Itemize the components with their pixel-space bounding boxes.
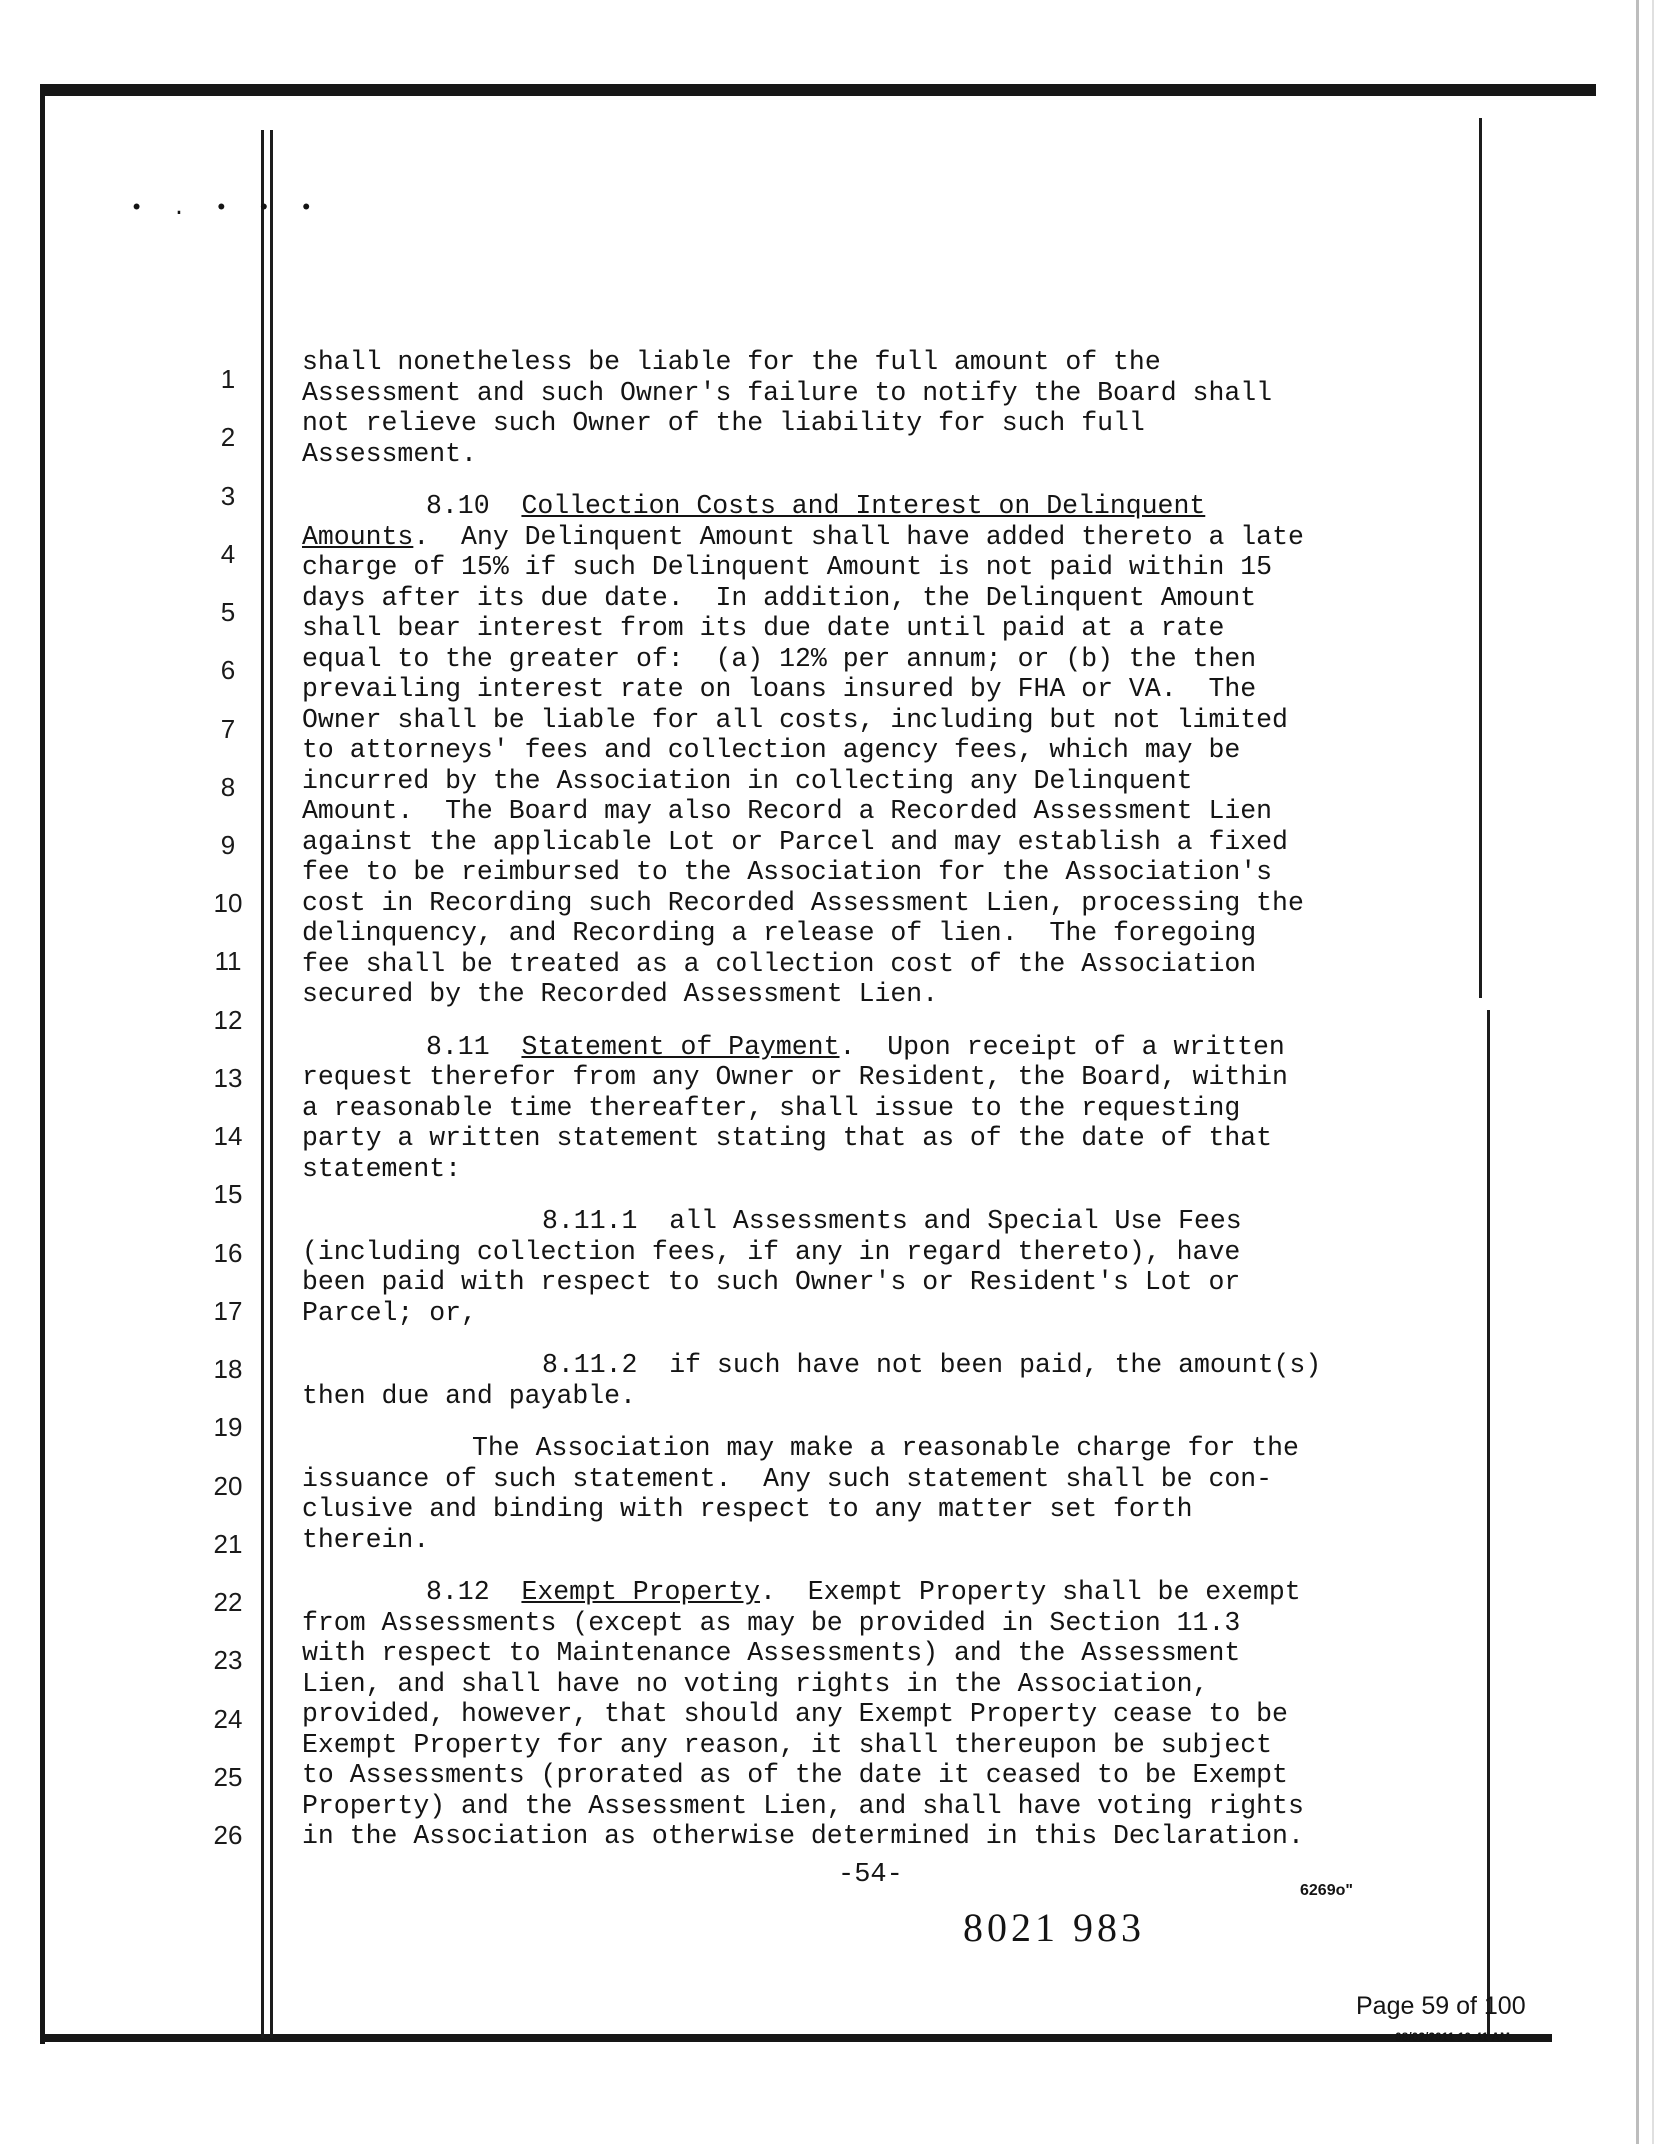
page-stamp: Page 59 of 100 [1356, 1992, 1526, 2020]
text-line: Amount. The Board may also Record a Recorded Assessment Lien [302, 796, 1273, 826]
line-number: 1 [220, 364, 236, 394]
text-line: to Assessments (prorated as of the date it ceased to be Exempt [302, 1760, 1288, 1790]
section-heading: Collection Costs and Interest on Delinquent [521, 491, 1206, 521]
text-line: Exempt Property for any reason, it shall thereupon be subject [302, 1729, 1273, 1760]
section-8-11 [302, 1032, 1442, 1185]
line-number: 26 [213, 1820, 243, 1850]
line-number: 8 [220, 772, 236, 802]
text-line: days after its due date. In addition, the Delinquent Amount [302, 582, 1257, 613]
text-line: 8.11.1 all Assessments and Special Use Fees [542, 1206, 1242, 1236]
text-line: been paid with respect to such Owner's or Resident's Lot or [302, 1267, 1241, 1297]
line-number: 7 [220, 714, 236, 744]
page-number: -54- [838, 1860, 903, 1890]
line-number: 18 [213, 1354, 243, 1384]
text-line: a reasonable time thereafter, shall issue to the requesting [302, 1092, 1241, 1123]
text-line: request therefor from any Owner or Resident, the Board, within [302, 1062, 1288, 1092]
text-line: Lien, and shall have no voting rights in the Association, [302, 1668, 1209, 1699]
text-line: delinquency, and Recording a release of lien. The foregoing [302, 918, 1257, 948]
text-line: issuance of such statement. Any such statement shall be con- [302, 1463, 1273, 1494]
section-number: 8.11 [426, 1031, 490, 1062]
section-heading-line: 8.11 Statement of Payment. Upon receipt of a written [426, 1031, 1285, 1062]
text-line: Property) and the Assessment Lien, and shall have voting rights [302, 1790, 1304, 1821]
line-number: 24 [213, 1704, 243, 1734]
left-margin-rule-double [270, 130, 273, 2038]
text-line: statement: [302, 1153, 462, 1184]
line-number: 3 [220, 481, 236, 511]
text-line: Amounts. Any Delinquent Amount shall have added thereto a late [302, 521, 1304, 552]
text-line: therein. [302, 1524, 430, 1555]
text-line: prevailing interest rate on loans insured by FHA or VA. The [302, 674, 1257, 704]
section-heading-line: 8.12 Exempt Property. Exempt Property shall be exempt [426, 1577, 1301, 1607]
line-number: 16 [213, 1238, 243, 1268]
line-number: 13 [213, 1063, 243, 1093]
text-line: fee shall be treated as a collection cost of the Association [302, 948, 1257, 979]
text-line: shall nonetheless be liable for the full amount of the [302, 347, 1161, 377]
text-line: Parcel; or, [302, 1297, 477, 1328]
line-number: 22 [213, 1587, 243, 1617]
text-line: charge of 15% if such Delinquent Amount is not paid within 15 [302, 552, 1273, 582]
line-number: 19 [213, 1412, 243, 1442]
scan-edge-stripe-secondary [1652, 0, 1654, 2144]
text-line: provided, however, that should any Exempt Property cease to be [302, 1699, 1288, 1729]
recording-number: 8021 983 [963, 1905, 1145, 1950]
section-number: 8.10 [426, 491, 490, 521]
text-line: then due and payable. [302, 1380, 636, 1411]
text-line: party a written statement stating that as of the date of that [302, 1123, 1273, 1153]
line-number: 25 [213, 1762, 243, 1792]
text-line: from Assessments (except as may be provided in Section 11.3 [302, 1607, 1241, 1638]
section-8-10 [302, 491, 1442, 1010]
scan-edge-stripe [1636, 0, 1639, 2144]
text-line: 8.11.2 if such have not been paid, the amount(s) [542, 1350, 1322, 1380]
line-number: 2 [220, 422, 236, 452]
section-8-11-2 [302, 1350, 1442, 1411]
text-line: The Association may make a reasonable charge for the [472, 1433, 1299, 1463]
text-line: secured by the Recorded Assessment Lien. [302, 979, 939, 1009]
line-number: 10 [213, 888, 243, 918]
text-line: shall bear interest from its due date until paid at a rate [302, 613, 1225, 643]
document-body [302, 347, 1442, 1852]
text-line: against the applicable Lot or Parcel and may establish a fixed [302, 826, 1288, 857]
text-line: fee to be reimbursed to the Association for the Association's [302, 857, 1273, 887]
text-line: not relieve such Owner of the liability for such full [302, 408, 1145, 438]
print-timestamp: 08/02/2011 10:41 AM [1395, 2030, 1510, 2044]
scan-frame-left [40, 84, 45, 2044]
section-8-11-1 [302, 1206, 1442, 1328]
line-number: 9 [220, 830, 236, 860]
section-heading-line [302, 491, 1442, 522]
section-heading-continued: Amounts [302, 521, 414, 552]
text-line: Assessment. [302, 438, 477, 469]
line-number: 6 [220, 655, 236, 685]
right-margin-rule-upper [1479, 118, 1482, 998]
text-line: Owner shall be liable for all costs, including but not limited [302, 704, 1288, 735]
line-number: 23 [213, 1645, 243, 1675]
paragraph-liability [302, 347, 1442, 469]
text-line: Assessment and such Owner's failure to notify the Board shall [302, 377, 1273, 408]
text-line: clusive and binding with respect to any matter set forth [302, 1494, 1193, 1524]
line-number: 20 [213, 1471, 243, 1501]
line-number: 5 [220, 597, 236, 627]
line-number: 21 [213, 1529, 243, 1559]
line-number: 4 [220, 539, 236, 569]
scan-frame-bottom [40, 2034, 1552, 2042]
line-number: 11 [214, 946, 242, 976]
section-heading: Exempt Property [521, 1577, 760, 1607]
paragraph-association-charge [302, 1433, 1442, 1555]
scan-frame-top [40, 84, 1596, 96]
line-number: 14 [213, 1121, 243, 1151]
scan-corner-marks: • . • • • [130, 196, 321, 221]
line-number: 12 [213, 1005, 243, 1035]
section-heading: Statement of Payment [521, 1031, 840, 1062]
right-margin-rule-lower [1487, 1010, 1490, 2034]
text-line: (including collection fees, if any in regard thereto), have [302, 1236, 1241, 1267]
text-line: cost in Recording such Recorded Assessment Lien, processing the [302, 887, 1304, 918]
line-number: 17 [213, 1296, 243, 1326]
text-line: equal to the greater of: (a) 12% per annum; or (b) the then [302, 643, 1257, 674]
document-code: 6269o" [1300, 1882, 1353, 1899]
text-line: incurred by the Association in collecting any Delinquent [302, 765, 1193, 796]
section-number: 8.12 [426, 1577, 490, 1607]
text-line: to attorneys' fees and collection agency fees, which may be [302, 735, 1241, 765]
text-line: with respect to Maintenance Assessments) and the Assessment [302, 1638, 1241, 1668]
text-line: in the Association as otherwise determined in this Declaration. [302, 1821, 1304, 1851]
section-8-12 [302, 1577, 1442, 1852]
line-number: 15 [213, 1179, 243, 1209]
left-margin-rule [261, 130, 264, 2038]
